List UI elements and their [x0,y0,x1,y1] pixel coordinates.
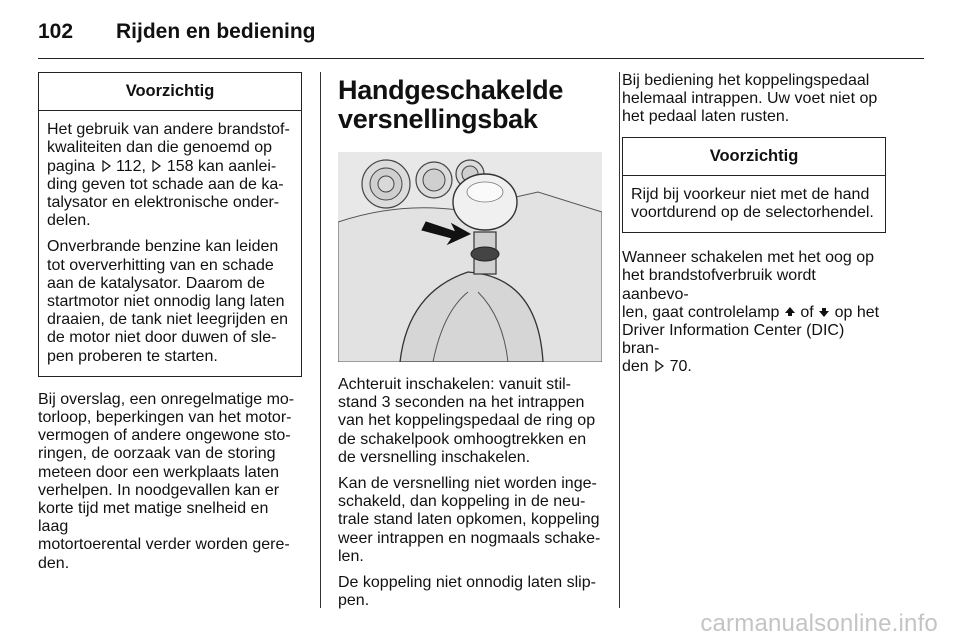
text-line: Bij bediening het koppelingspedaal [622,72,870,89]
heading-line: Handgeschakelde [338,75,564,105]
text-line: len. [338,547,364,565]
caution-paragraph [631,186,877,222]
text-line: talysator en elektronische onder- [47,194,280,212]
text-line: kwaliteiten dan die genoemd op [47,139,273,157]
text-line: de motor niet door duwen of sle- [47,329,277,347]
body-paragraph [338,376,602,467]
text-line: delen. [47,212,91,230]
text-line: De koppeling niet onnodig laten slip- [338,574,596,592]
text-line: motortoerental verder worden gere- [38,536,290,554]
text-line: aan de katalysator. Daarom de [47,274,265,292]
text-line: tot oververhitting van en schade [47,256,274,274]
body-paragraph [622,249,886,376]
heading-line: versnellingsbak [338,104,538,134]
gear-lever-drawing [338,152,602,362]
text-line: Bij overslag, een onregelmatige mo- [38,390,295,408]
text-line: schakeld, dan koppeling in de neu- [338,493,586,511]
shift-down-icon [818,306,830,318]
text-line: het pedaal laten rusten. [622,108,790,126]
text-line: startmotor niet onnodig lang laten [47,293,285,311]
body-paragraph [38,391,302,573]
gear-lever-illustration [338,152,602,362]
caution-body [39,111,301,376]
text-line: Driver Information Center (DIC) bran- [622,322,845,358]
text-line: Wanneer schakelen met het oog op [622,249,875,267]
text-line: den [622,358,649,376]
page-header [38,20,316,44]
caution-paragraph [47,238,293,365]
caution-title: Voorzichtig [623,138,885,176]
column-3 [622,72,886,385]
text-line: len, gaat controlelamp [622,303,780,321]
page-reference-icon[interactable] [653,360,665,372]
caution-box [622,137,886,234]
body-paragraph [338,574,602,610]
text-line: korte tijd met matige snelheid en laag [38,500,269,536]
text-line: van het koppelingspedaal de ring op [338,412,596,430]
text-line: de versnelling inschakelen. [338,448,531,466]
text-line: pen. [338,592,370,610]
body-paragraph [338,475,602,566]
text-line: het brandstofverbruik wordt aanbevo- [622,267,816,303]
text-line: Rijd bij voorkeur niet met de hand [631,185,870,203]
text-line: Onverbrande benzine kan leiden [47,238,279,256]
page-reference[interactable]: 112, [115,157,146,175]
text-line: weer intrappen en nogmaals schake- [338,529,601,547]
text-line: voortdurend op de selectorhendel. [631,204,874,222]
text-line: vermogen of andere ongewone sto- [38,427,291,445]
text-line: of [800,303,814,321]
shift-up-icon [784,306,796,318]
body-paragraph [622,72,886,127]
caution-box [38,72,302,377]
page-reference[interactable]: 70. [669,358,692,376]
text-line: draaien, de tank niet leegrijden en [47,311,289,329]
page-reference-icon[interactable] [100,160,112,172]
page-reference[interactable]: 158 kan aanlei- [166,157,277,175]
header-rule [38,58,924,59]
text-line: Achteruit inschakelen: vanuit stil- [338,376,571,393]
text-line: torloop, beperkingen van het motor- [38,409,292,427]
column-1 [38,72,302,581]
watermark: carmanualsonline.info [700,610,938,637]
text-line: verhelpen. In noodgevallen kan er [38,481,280,499]
text-line: den. [38,554,70,572]
page-number: 102 [38,20,74,43]
column-divider [320,72,321,608]
text-line: ding geven tot schade aan de ka- [47,175,284,193]
text-line: pagina [47,157,96,175]
text-line: op het [834,303,880,321]
text-line: de schakelpook omhoogtrekken en [338,430,587,448]
column-2 [338,72,602,618]
caution-paragraph [47,121,293,230]
text-line: ringen, de oorzaak van de storing [38,445,276,463]
column-divider [619,72,620,608]
text-line: Het gebruik van andere brandstof- [47,121,290,139]
section-title: Rijden en bediening [116,20,316,43]
section-heading [338,76,602,134]
text-line: helemaal intrappen. Uw voet niet op [622,90,878,108]
text-line: pen proberen te starten. [47,347,218,365]
text-line: trale stand laten opkomen, koppeling [338,511,600,529]
text-line: meteen door een werkplaats laten [38,463,280,481]
caution-body [623,176,885,232]
text-line: stand 3 seconden na het intrappen [338,394,585,412]
caution-title: Voorzichtig [39,73,301,111]
page-reference-icon[interactable] [150,160,162,172]
text-line: Kan de versnelling niet worden inge- [338,475,597,493]
